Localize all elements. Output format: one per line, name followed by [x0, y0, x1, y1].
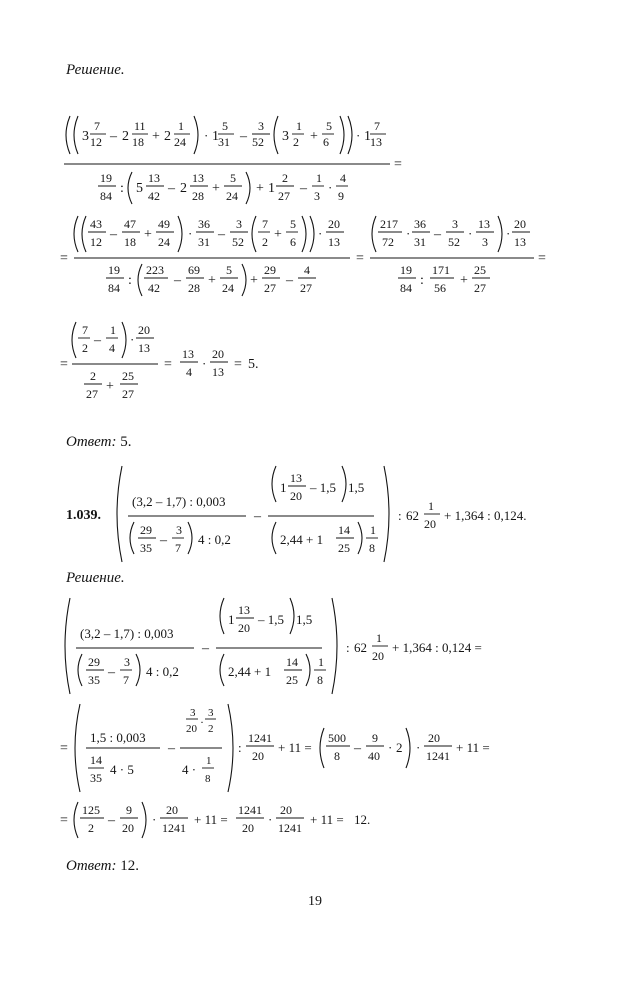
prev-solution-line-2: [60, 212, 560, 312]
svg-text:2: 2: [164, 129, 171, 144]
svg-text:9: 9: [126, 803, 132, 817]
svg-text:2: 2: [293, 135, 299, 149]
svg-text:14: 14: [286, 655, 298, 669]
svg-text:–: –: [354, 741, 361, 756]
answer-prev: [66, 434, 131, 451]
svg-text:–: –: [202, 641, 209, 656]
svg-text:5: 5: [222, 119, 228, 133]
svg-text:29: 29: [88, 655, 100, 669]
svg-text:3: 3: [314, 189, 320, 203]
svg-text:4 : 0,2: 4 : 0,2: [146, 664, 179, 679]
svg-text:13: 13: [192, 171, 204, 185]
svg-text:·: ·: [130, 332, 135, 347]
answer-final: [66, 858, 139, 875]
svg-text:43: 43: [90, 217, 102, 231]
svg-text:9: 9: [372, 731, 378, 745]
svg-text:=: =: [356, 251, 364, 266]
svg-text:=: =: [60, 741, 68, 756]
svg-text:20: 20: [372, 649, 384, 663]
svg-text:–: –: [94, 333, 101, 348]
svg-text:–: –: [174, 273, 181, 288]
svg-text:·: ·: [468, 226, 473, 241]
svg-text:–: –: [108, 813, 115, 828]
svg-text:13: 13: [148, 171, 160, 185]
svg-text:4: 4: [340, 171, 346, 185]
svg-text:–: –: [110, 227, 117, 242]
svg-text:1: 1: [296, 119, 302, 133]
svg-text:2: 2: [122, 129, 129, 144]
svg-text:28: 28: [188, 281, 200, 295]
svg-text:1241: 1241: [162, 821, 186, 835]
svg-text:24: 24: [158, 235, 170, 249]
svg-text:–: –: [286, 273, 293, 288]
svg-text:4 · 5: 4 · 5: [110, 762, 134, 777]
svg-text:36: 36: [198, 217, 210, 231]
svg-text:2: 2: [396, 740, 403, 755]
svg-text:4: 4: [186, 365, 192, 379]
svg-text:31: 31: [198, 235, 210, 249]
svg-text:25: 25: [286, 673, 298, 687]
svg-text:24: 24: [222, 281, 234, 295]
svg-text:1: 1: [110, 323, 116, 337]
svg-text:–: –: [300, 181, 307, 196]
svg-text:171: 171: [432, 263, 450, 277]
problem-statement: [112, 464, 532, 574]
svg-text:20: 20: [212, 347, 224, 361]
svg-text:1241: 1241: [426, 749, 450, 763]
svg-text:1: 1: [318, 655, 324, 669]
svg-text:·: ·: [200, 715, 204, 729]
svg-text:·: ·: [356, 128, 361, 143]
svg-text:–: –: [254, 509, 261, 524]
svg-text:20: 20: [122, 821, 134, 835]
svg-text:1: 1: [376, 631, 382, 645]
svg-text:13: 13: [212, 365, 224, 379]
svg-text:5: 5: [136, 181, 143, 196]
svg-text:5: 5: [326, 119, 332, 133]
svg-text:20: 20: [428, 731, 440, 745]
svg-text:·: ·: [328, 180, 333, 195]
svg-text::: :: [346, 640, 350, 655]
svg-text:7: 7: [175, 541, 181, 555]
svg-text:20: 20: [186, 723, 197, 735]
svg-text:27: 27: [122, 387, 134, 401]
svg-text:+: +: [250, 273, 258, 288]
svg-text:35: 35: [90, 771, 102, 785]
svg-text:·: ·: [188, 226, 193, 241]
svg-text:217: 217: [380, 217, 398, 231]
svg-text:(3,2 – 1,7) : 0,003: (3,2 – 1,7) : 0,003: [80, 626, 174, 641]
svg-text:20: 20: [238, 621, 250, 635]
svg-text:4: 4: [109, 341, 115, 355]
svg-text:·: ·: [268, 812, 273, 827]
svg-text:13: 13: [370, 135, 382, 149]
svg-text:27: 27: [278, 189, 290, 203]
svg-text:1: 1: [268, 181, 275, 196]
svg-text:·: ·: [318, 226, 323, 241]
svg-text:62: 62: [406, 508, 419, 523]
answer-word: Ответ:: [66, 434, 117, 450]
svg-text:1: 1: [212, 129, 219, 144]
solution-heading-2: Решение.: [66, 570, 125, 586]
svg-text:7: 7: [374, 119, 380, 133]
svg-text:40: 40: [368, 749, 380, 763]
svg-text:19: 19: [100, 171, 112, 185]
solution-heading-1: Решение.: [66, 62, 125, 78]
svg-text:36: 36: [414, 217, 426, 231]
svg-text:8: 8: [317, 673, 323, 687]
svg-text:14: 14: [338, 523, 350, 537]
svg-text:1241: 1241: [238, 803, 262, 817]
svg-text:13: 13: [328, 235, 340, 249]
svg-text:7: 7: [82, 323, 88, 337]
svg-text:2: 2: [180, 181, 187, 196]
svg-text::: :: [120, 181, 124, 196]
svg-text:84: 84: [400, 281, 412, 295]
svg-text:31: 31: [414, 235, 426, 249]
svg-text:– 1,5: – 1,5: [258, 612, 284, 627]
svg-text:25: 25: [338, 541, 350, 555]
svg-text:19: 19: [108, 263, 120, 277]
svg-text:2,44 + 1: 2,44 + 1: [280, 532, 324, 547]
svg-text:·: ·: [406, 226, 411, 241]
svg-text:1241: 1241: [278, 821, 302, 835]
svg-text:1: 1: [370, 523, 376, 537]
svg-text:29: 29: [140, 523, 152, 537]
svg-text:72: 72: [382, 235, 394, 249]
svg-text:6: 6: [290, 235, 296, 249]
svg-text:2: 2: [88, 821, 94, 835]
svg-text:223: 223: [146, 263, 164, 277]
svg-text:+: +: [274, 227, 282, 242]
svg-text:13: 13: [290, 471, 302, 485]
svg-text:=: =: [60, 251, 68, 266]
svg-text:+: +: [310, 129, 318, 144]
svg-text:13: 13: [138, 341, 150, 355]
svg-text:69: 69: [188, 263, 200, 277]
svg-text:12: 12: [90, 135, 102, 149]
svg-text:27: 27: [264, 281, 276, 295]
svg-text:28: 28: [192, 189, 204, 203]
svg-text:8: 8: [369, 541, 375, 555]
svg-text:=: =: [164, 357, 172, 372]
answer-word: Ответ:: [66, 858, 117, 874]
svg-text:·: ·: [388, 740, 393, 755]
svg-text:3: 3: [176, 523, 182, 537]
svg-text:+ 11 =: + 11 =: [278, 740, 312, 755]
svg-text:8: 8: [205, 773, 211, 785]
svg-text:+ 1,364 : 0,124 =: + 1,364 : 0,124 =: [392, 640, 482, 655]
svg-text:2: 2: [82, 341, 88, 355]
svg-text:12.: 12.: [354, 812, 371, 827]
svg-text:5: 5: [226, 263, 232, 277]
svg-text:=: =: [60, 357, 68, 372]
svg-text:–: –: [110, 129, 117, 144]
svg-text:52: 52: [448, 235, 460, 249]
svg-text:1,5: 1,5: [296, 612, 313, 627]
svg-text:1241: 1241: [248, 731, 272, 745]
svg-text::: :: [398, 508, 402, 523]
svg-text:24: 24: [174, 135, 186, 149]
svg-text:–: –: [108, 665, 115, 680]
svg-text:13: 13: [238, 603, 250, 617]
svg-text:2: 2: [208, 723, 214, 735]
svg-text:9: 9: [338, 189, 344, 203]
svg-text:+: +: [144, 227, 152, 242]
svg-text:2: 2: [262, 235, 268, 249]
svg-text:20: 20: [166, 803, 178, 817]
svg-text:+: +: [460, 273, 468, 288]
svg-text:27: 27: [86, 387, 98, 401]
svg-text:1,5 : 0,003: 1,5 : 0,003: [90, 730, 146, 745]
svg-text:3: 3: [82, 129, 89, 144]
svg-text:20: 20: [424, 517, 436, 531]
problem-number: 1.039.: [66, 508, 101, 523]
svg-text:– 1,5: – 1,5: [310, 480, 336, 495]
svg-text:+ 11 =: + 11 =: [194, 812, 228, 827]
svg-text:+: +: [208, 273, 216, 288]
svg-text:1: 1: [228, 612, 235, 627]
svg-text:35: 35: [140, 541, 152, 555]
svg-text:8: 8: [334, 749, 340, 763]
svg-text:42: 42: [148, 281, 160, 295]
svg-text:–: –: [240, 129, 247, 144]
svg-text:+ 1,364 : 0,124.: + 1,364 : 0,124.: [444, 508, 527, 523]
svg-text:·: ·: [152, 812, 157, 827]
svg-text:47: 47: [124, 217, 136, 231]
svg-text:11: 11: [134, 119, 146, 133]
solution-line-2: [60, 702, 530, 798]
svg-text:27: 27: [300, 281, 312, 295]
svg-text:=: =: [234, 357, 242, 372]
svg-text:·: ·: [204, 128, 209, 143]
svg-text:20: 20: [252, 749, 264, 763]
svg-text:5.: 5.: [248, 357, 259, 372]
svg-text:14: 14: [90, 753, 102, 767]
svg-text:3: 3: [282, 129, 289, 144]
svg-text:7: 7: [123, 673, 129, 687]
svg-text:18: 18: [124, 235, 136, 249]
svg-text:4 : 0,2: 4 : 0,2: [198, 532, 231, 547]
svg-text:+: +: [212, 181, 220, 196]
svg-text:84: 84: [100, 189, 112, 203]
svg-text:35: 35: [88, 673, 100, 687]
svg-text:20: 20: [290, 489, 302, 503]
answer-value: 5.: [120, 434, 132, 450]
svg-text:62: 62: [354, 640, 367, 655]
svg-text:13: 13: [514, 235, 526, 249]
svg-text:2: 2: [282, 171, 288, 185]
svg-text:–: –: [168, 181, 175, 196]
svg-text:3: 3: [258, 119, 264, 133]
prev-solution-line-3: [60, 318, 280, 414]
svg-text:20: 20: [280, 803, 292, 817]
svg-text:+: +: [106, 379, 114, 394]
svg-text::: :: [128, 273, 132, 288]
page-number: 19: [308, 894, 322, 909]
svg-text:24: 24: [226, 189, 238, 203]
svg-text:3: 3: [482, 235, 488, 249]
svg-text:·: ·: [506, 226, 511, 241]
svg-text:20: 20: [242, 821, 254, 835]
svg-text:–: –: [168, 741, 175, 756]
svg-text:4: 4: [304, 263, 310, 277]
svg-text:1: 1: [178, 119, 184, 133]
svg-text::: :: [420, 273, 424, 288]
svg-text:(3,2 – 1,7) : 0,003: (3,2 – 1,7) : 0,003: [132, 494, 226, 509]
svg-text:5: 5: [290, 217, 296, 231]
svg-text:18: 18: [132, 135, 144, 149]
svg-text:29: 29: [264, 263, 276, 277]
answer-value: 12.: [120, 858, 139, 874]
svg-text:5: 5: [230, 171, 236, 185]
svg-text:7: 7: [94, 119, 100, 133]
solution-line-1: [60, 596, 500, 700]
svg-text:25: 25: [122, 369, 134, 383]
svg-text:20: 20: [328, 217, 340, 231]
svg-text:25: 25: [474, 263, 486, 277]
svg-text:+ 11 =: + 11 =: [456, 740, 490, 755]
svg-text:3: 3: [190, 707, 196, 719]
svg-text:2,44 + 1: 2,44 + 1: [228, 664, 272, 679]
svg-text:56: 56: [434, 281, 446, 295]
svg-text:=: =: [538, 251, 546, 266]
svg-text:52: 52: [252, 135, 264, 149]
svg-text:3: 3: [208, 707, 214, 719]
svg-text:=: =: [60, 813, 68, 828]
svg-text:=: =: [394, 157, 402, 172]
svg-text:49: 49: [158, 217, 170, 231]
svg-text:–: –: [160, 533, 167, 548]
svg-text:3: 3: [452, 217, 458, 231]
svg-text:1: 1: [364, 129, 371, 144]
svg-text::: :: [238, 740, 242, 755]
svg-text:3: 3: [236, 217, 242, 231]
svg-text:7: 7: [262, 217, 268, 231]
svg-text:+: +: [256, 181, 264, 196]
svg-text:1: 1: [280, 480, 287, 495]
svg-text:20: 20: [138, 323, 150, 337]
svg-text:52: 52: [232, 235, 244, 249]
svg-text:–: –: [434, 227, 441, 242]
svg-text:·: ·: [202, 356, 207, 371]
svg-text:+: +: [152, 129, 160, 144]
svg-text:4 ·: 4 ·: [182, 762, 197, 777]
svg-text:3: 3: [124, 655, 130, 669]
svg-text:–: –: [218, 227, 225, 242]
svg-text:13: 13: [182, 347, 194, 361]
svg-text:6: 6: [323, 135, 329, 149]
svg-text:1: 1: [316, 171, 322, 185]
svg-text:42: 42: [148, 189, 160, 203]
svg-text:·: ·: [416, 740, 421, 755]
svg-text:13: 13: [478, 217, 490, 231]
svg-text:12: 12: [90, 235, 102, 249]
svg-text:1: 1: [428, 499, 434, 513]
svg-text:+ 11 =: + 11 =: [310, 812, 344, 827]
svg-text:125: 125: [82, 803, 100, 817]
svg-text:27: 27: [474, 281, 486, 295]
svg-text:84: 84: [108, 281, 120, 295]
solution-line-3: [60, 796, 420, 846]
svg-text:1,5: 1,5: [348, 480, 365, 495]
svg-text:19: 19: [400, 263, 412, 277]
svg-text:500: 500: [328, 731, 346, 745]
svg-text:31: 31: [218, 135, 230, 149]
svg-text:2: 2: [90, 369, 96, 383]
svg-text:1: 1: [206, 755, 212, 767]
svg-text:20: 20: [514, 217, 526, 231]
